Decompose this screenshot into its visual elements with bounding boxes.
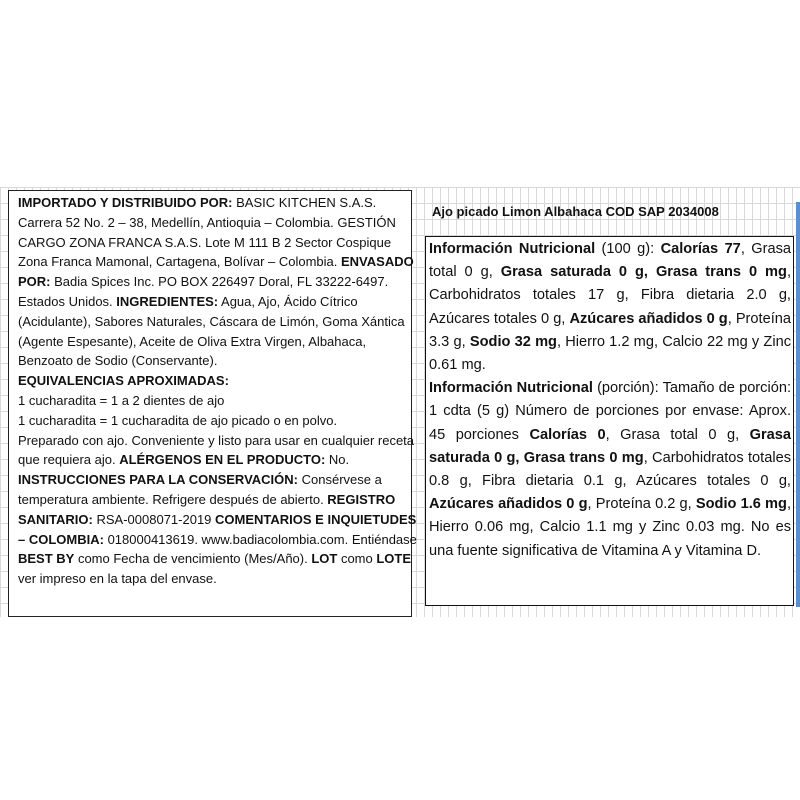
bold-run: LOT (311, 551, 338, 567)
equivalencias-line-2: 1 cucharadita = 1 cucharadita de ajo picado o en polvo. (18, 412, 338, 428)
bold-run: Información Nutricional (429, 241, 596, 257)
instructions-paragraph (18, 431, 418, 589)
bold-run: Información Nutricional (429, 380, 593, 397)
blue-column-rule (796, 202, 800, 607)
bold-run: Grasa saturada 0 g, Grasa trans 0 mg (429, 426, 791, 466)
bold-run: LOTE (376, 551, 412, 567)
text-run: como (337, 551, 377, 567)
text-run: RSA-0008071-2019 (92, 511, 216, 527)
bold-run: REGISTRO SANITARIO: (18, 491, 396, 527)
text-run: , Proteína 0.2 g, (587, 496, 696, 513)
equivalencias-line-1: 1 cucharadita = 1 a 2 dientes de ajo (18, 392, 225, 408)
equivalencias-heading: EQUIVALENCIAS APROXIMADAS: (18, 373, 229, 389)
text-run: Consérvese a temperatura ambiente. Refrigere después de abierto. (18, 472, 382, 507)
text-run: ver impreso en la tapa del envase. (18, 571, 217, 587)
nutrition-100g-paragraph (429, 238, 791, 377)
bold-run: Sodio 1.6 mg (695, 496, 787, 513)
text-run: 018000413619. www.badiacolombia.com. Entiéndase (103, 531, 417, 547)
bold-run: Azúcares añadidos 0 g (569, 310, 728, 327)
text-run: , Carbohidratos totales 17 g, Fibra dietaria 2.0 g, Azúcares totales 0 g, (429, 264, 791, 327)
bold-run: Calorías 77 (660, 241, 741, 257)
label-left-text (18, 193, 418, 589)
bold-run: Azúcares añadidos 0 g (429, 496, 588, 513)
bold-run: INSTRUCCIONES PARA LA CONSERVACIÓN: (18, 472, 298, 488)
product-title: Ajo picado Limon Albahaca COD SAP 2034008 (432, 204, 719, 219)
bold-run: Grasa saturada 0 g, Grasa trans 0 mg (500, 264, 787, 281)
text-run: , Hierro 0.06 mg, Calcio 1.1 mg y Zinc 0.03 mg. No es una fuente significativa de Vitamina A y Vitamina D. (429, 496, 792, 559)
bold-run: Calorías 0 (529, 426, 606, 443)
text-run: , Proteína 3.3 g, (429, 310, 791, 350)
importer-paragraph (18, 193, 418, 371)
text-run: , Hierro 1.2 mg, Calcio 22 mg y Zinc 0.61 mg. (429, 333, 791, 374)
text-run: Agua, Ajo, Ácido Cítrico (Acidulante), Sabores Naturales, Cáscara de Limón, Goma Xántica (Agente Espesante), Aceite de Oliva Extra Virgen, Albahaca, Benzoato de Sodio (Conservante). (18, 293, 405, 369)
text-run: (100 g): (595, 241, 661, 257)
nutrition-facts-text (429, 238, 791, 563)
text-run: , Grasa total 0 g, (429, 241, 792, 281)
spreadsheet-bottom-edge (0, 617, 800, 627)
text-run: No. (325, 452, 350, 468)
bold-run: COMENTARIOS E INQUIETUDES – COLOMBIA: (18, 511, 417, 547)
text-run: (porción): Tamaño de porción: 1 cdta (5 g) Número de porciones por envase: Aprox. 45 porciones (429, 380, 791, 443)
bold-run: INGREDIENTES: (116, 293, 219, 309)
text-run: BASIC KITCHEN S.A.S. Carrera 52 No. 2 – 38, Medellín, Antioquia – Colombia. GESTIÓN CARGO ZONA FRANCA S.A.S. Lote M 111 B 2 Sector Cospique Zona Franca Mamonal, Cartagena, Bolívar – Colombia. (18, 195, 396, 270)
text-run: como Fecha de vencimiento (Mes/Año). (74, 551, 312, 567)
nutrition-portion-paragraph (429, 377, 791, 563)
bold-run: BEST BY (18, 551, 75, 567)
bold-run: ALÉRGENOS EN EL PRODUCTO: (119, 452, 326, 468)
bold-run: IMPORTADO Y DISTRIBUIDO POR: (18, 195, 233, 210)
text-run: Badia Spices Inc. PO BOX 226497 Doral, FL 33222-6497. Estados Unidos. (18, 274, 389, 309)
bold-run: ENVASADO POR: (18, 254, 414, 290)
text-run: Preparado con ajo. Conveniente y listo para usar en cualquier receta que requiera ajo. (18, 432, 415, 468)
bold-run: Sodio 32 mg (469, 333, 557, 350)
text-run: , Carbohidratos totales 0.8 g, Fibra dietaria 0.1 g, Azúcares totales 0 g, (429, 449, 791, 490)
text-run: , Grasa total 0 g, (605, 426, 750, 443)
